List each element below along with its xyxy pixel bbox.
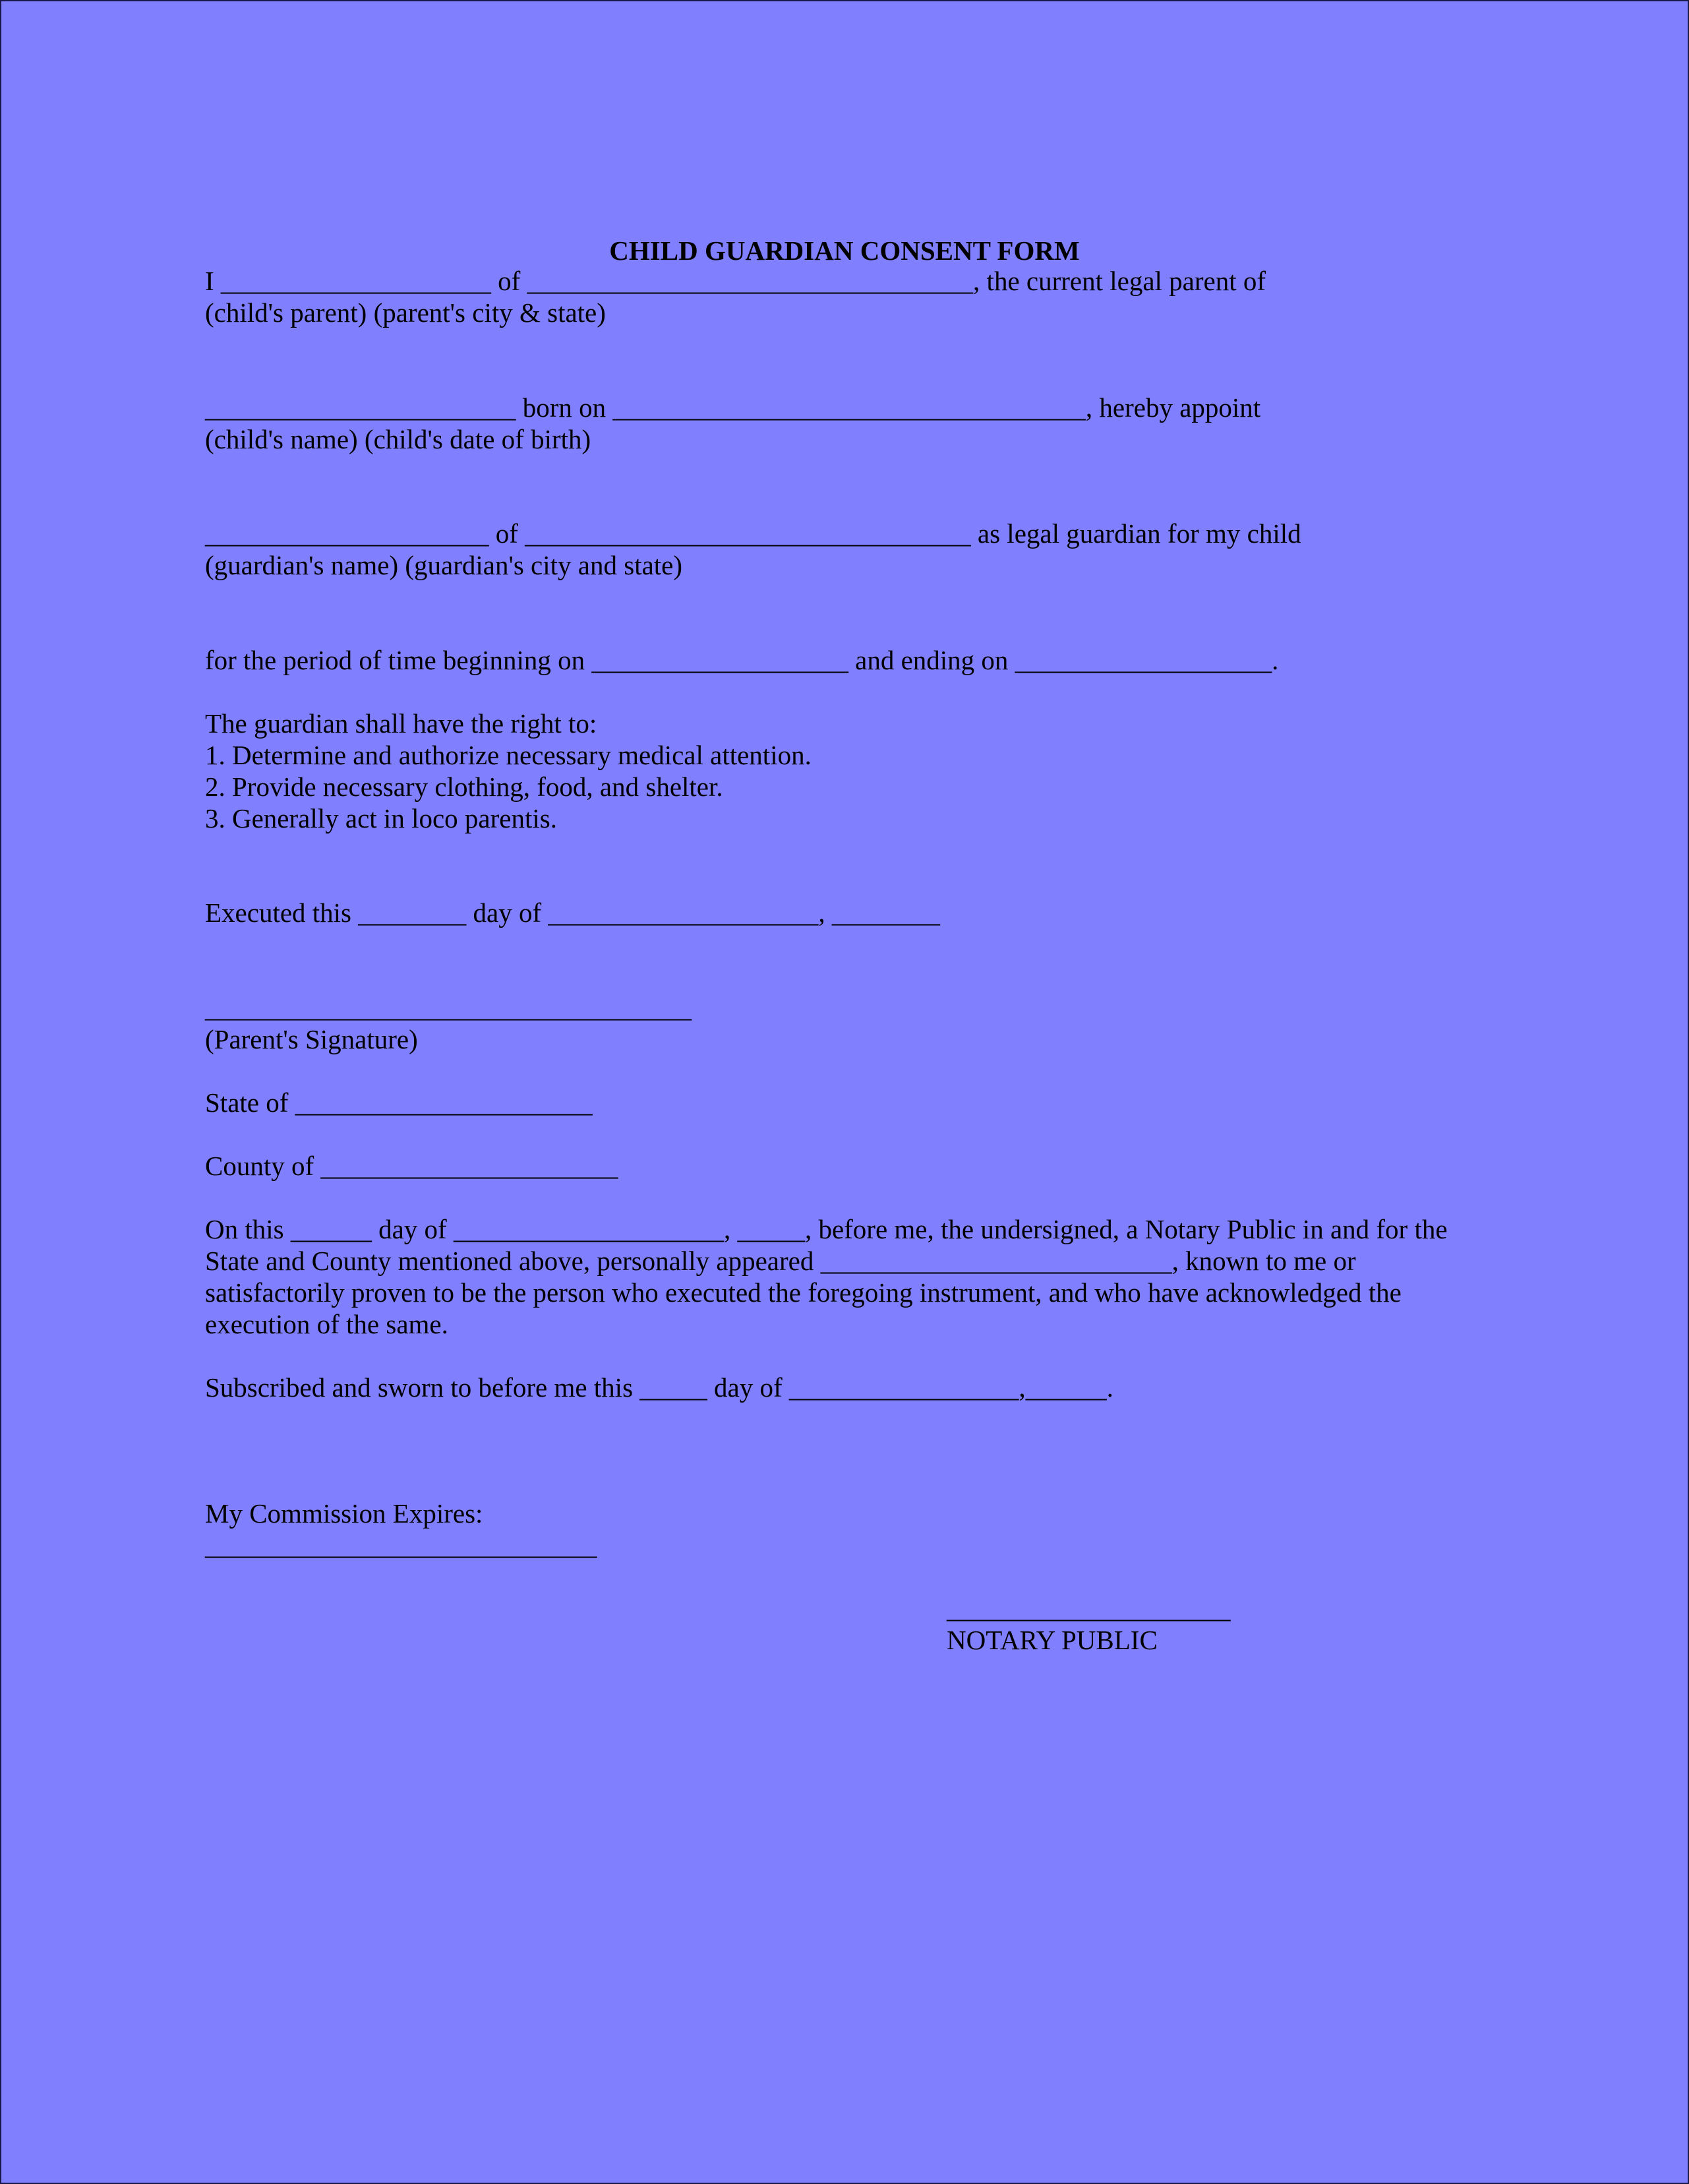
form-title: CHILD GUARDIAN CONSENT FORM	[609, 235, 1080, 266]
right-item-3: 3. Generally act in loco parentis.	[205, 803, 557, 834]
right-item-1: 1. Determine and authorize necessary medical attention.	[205, 740, 812, 770]
notary-signature-line: _____________________	[947, 1593, 1231, 1623]
parent-caption: (child's parent) (parent's city & state)	[205, 297, 606, 328]
commission-line: _____________________________	[205, 1530, 597, 1560]
right-item-2: 2. Provide necessary clothing, food, and shelter.	[205, 772, 723, 802]
child-caption: (child's name) (child's date of birth)	[205, 424, 591, 454]
notary-public-caption: NOTARY PUBLIC	[947, 1625, 1158, 1655]
child-line: _______________________ born on ___________________________________, hereby appoint	[205, 392, 1261, 423]
acknowledgment-line-2: State and County mentioned above, personally appeared __________________________, known to me or	[205, 1246, 1356, 1276]
guardian-line: _____________________ of _________________________________ as legal guardian for my child	[205, 518, 1301, 549]
rights-heading: The guardian shall have the right to:	[205, 708, 597, 739]
parent-signature-line: ____________________________________	[205, 992, 692, 1023]
acknowledgment-line-1: On this ______ day of ____________________, _____, before me, the undersigned, a Notary Public in and for the	[205, 1214, 1448, 1244]
subscribed-line: Subscribed and sworn to before me this _____ day of _________________,______.	[205, 1372, 1113, 1403]
commission-label: My Commission Expires:	[205, 1498, 483, 1529]
state-line: State of ______________________	[205, 1087, 593, 1118]
acknowledgment-line-4: execution of the same.	[205, 1309, 448, 1339]
executed-line: Executed this ________ day of ____________________, ________	[205, 897, 940, 928]
period-line: for the period of time beginning on ___________________ and ending on ___________________.	[205, 645, 1279, 675]
county-line: County of ______________________	[205, 1151, 618, 1181]
parent-signature-caption: (Parent's Signature)	[205, 1024, 418, 1054]
acknowledgment-line-3: satisfactorily proven to be the person who executed the foregoing instrument, and who have acknowledged the	[205, 1277, 1402, 1308]
guardian-caption: (guardian's name) (guardian's city and state)	[205, 550, 683, 580]
parent-line: I ____________________ of _________________________________, the current legal parent of	[205, 266, 1266, 296]
